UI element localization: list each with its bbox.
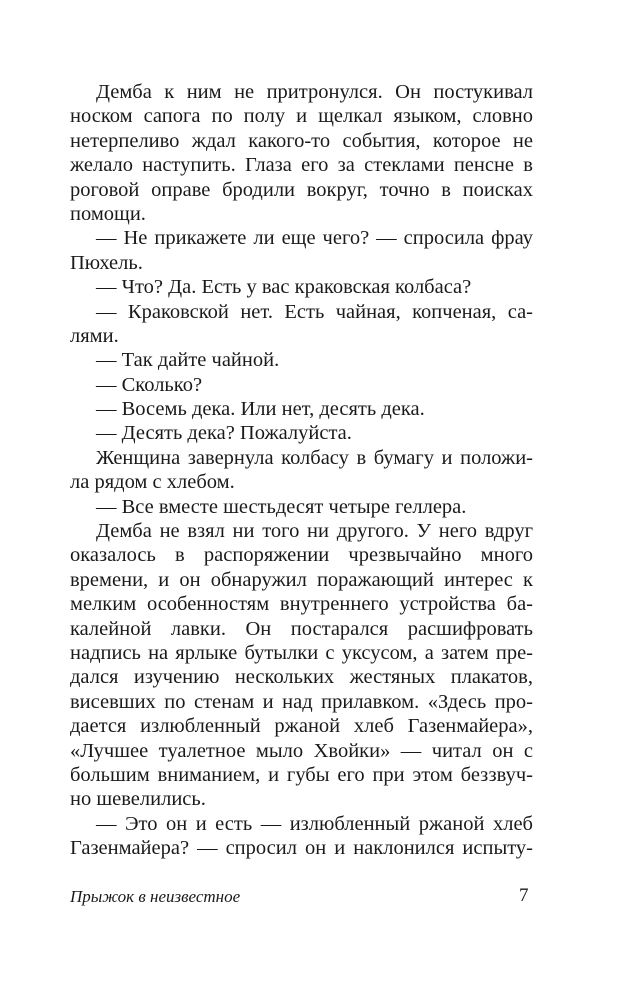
text-line: носком сапога по полу и щелкал языком, словно: [70, 105, 533, 128]
running-footer-title: Прыжок в неизвестное: [70, 887, 241, 906]
text-line: — Что? Да. Есть у вас краковская колбаса?: [96, 276, 472, 299]
text-line: калейной лавки. Он постарался расшифровать: [70, 617, 533, 640]
text-line: ла рядом с хлебом.: [70, 471, 235, 494]
text-line: нетерпеливо ждал какого-то события, которое не: [70, 129, 533, 152]
page-number: 7: [519, 885, 529, 906]
text-line: времени, и он обнаружил поражающий интерес к: [70, 568, 533, 591]
text-line: Демба не взял ни того ни другого. У него вдруг: [96, 520, 533, 543]
text-line: помощи.: [70, 202, 146, 225]
text-line: мелким особенностям внутреннего устройства ба-: [70, 593, 533, 616]
body-text: [70, 80, 533, 861]
text-line: — Сколько?: [96, 373, 203, 396]
text-line: висевших по стенам и над прилавком. «Здесь про-: [70, 690, 533, 713]
text-line: Демба к ним не притронулся. Он постукивал: [96, 81, 533, 103]
text-line: Женщина завернула колбасу в бумагу и положи-: [96, 446, 533, 469]
text-line: надпись на ярлыке бутылки с уксусом, а затем пре-: [70, 641, 533, 664]
text-line: дается излюбленный ржаной хлеб Газенмайера»,: [70, 715, 533, 738]
text-line: — Не прикажете ли еще чего? — спросила фрау: [96, 227, 533, 250]
text-line: желало наступить. Глаза его за стеклами пенсне в: [70, 154, 533, 177]
text-line: но шевелились.: [70, 788, 206, 811]
text-line: Газенмайера? — спросил он и наклонился испыту-: [70, 837, 533, 860]
text-line: лями.: [70, 324, 119, 347]
text-line: Пюхель.: [70, 251, 143, 274]
text-line: «Лучшее туалетное мыло Хвойки» — читал он с: [70, 739, 533, 762]
text-line: дался изучению нескольких жестяных плакатов,: [70, 666, 533, 689]
text-line: роговой оправе бродили вокруг, точно в поисках: [70, 178, 533, 201]
text-line: — Краковской нет. Есть чайная, копченая, са-: [96, 300, 533, 323]
text-line: — Так дайте чайной.: [96, 349, 280, 372]
text-line: — Все вместе шестьдесят четыре геллера.: [96, 495, 467, 518]
text-line: — Восемь дека. Или нет, десять дека.: [96, 398, 425, 421]
text-line: оказалось в распоряжении чрезвычайно много: [70, 544, 533, 567]
text-line: большим вниманием, и губы его при этом беззвуч-: [70, 763, 533, 786]
text-line: — Это он и есть — излюбленный ржаной хлеб: [96, 812, 533, 835]
text-line: — Десять дека? Пожалуйста.: [96, 422, 352, 445]
